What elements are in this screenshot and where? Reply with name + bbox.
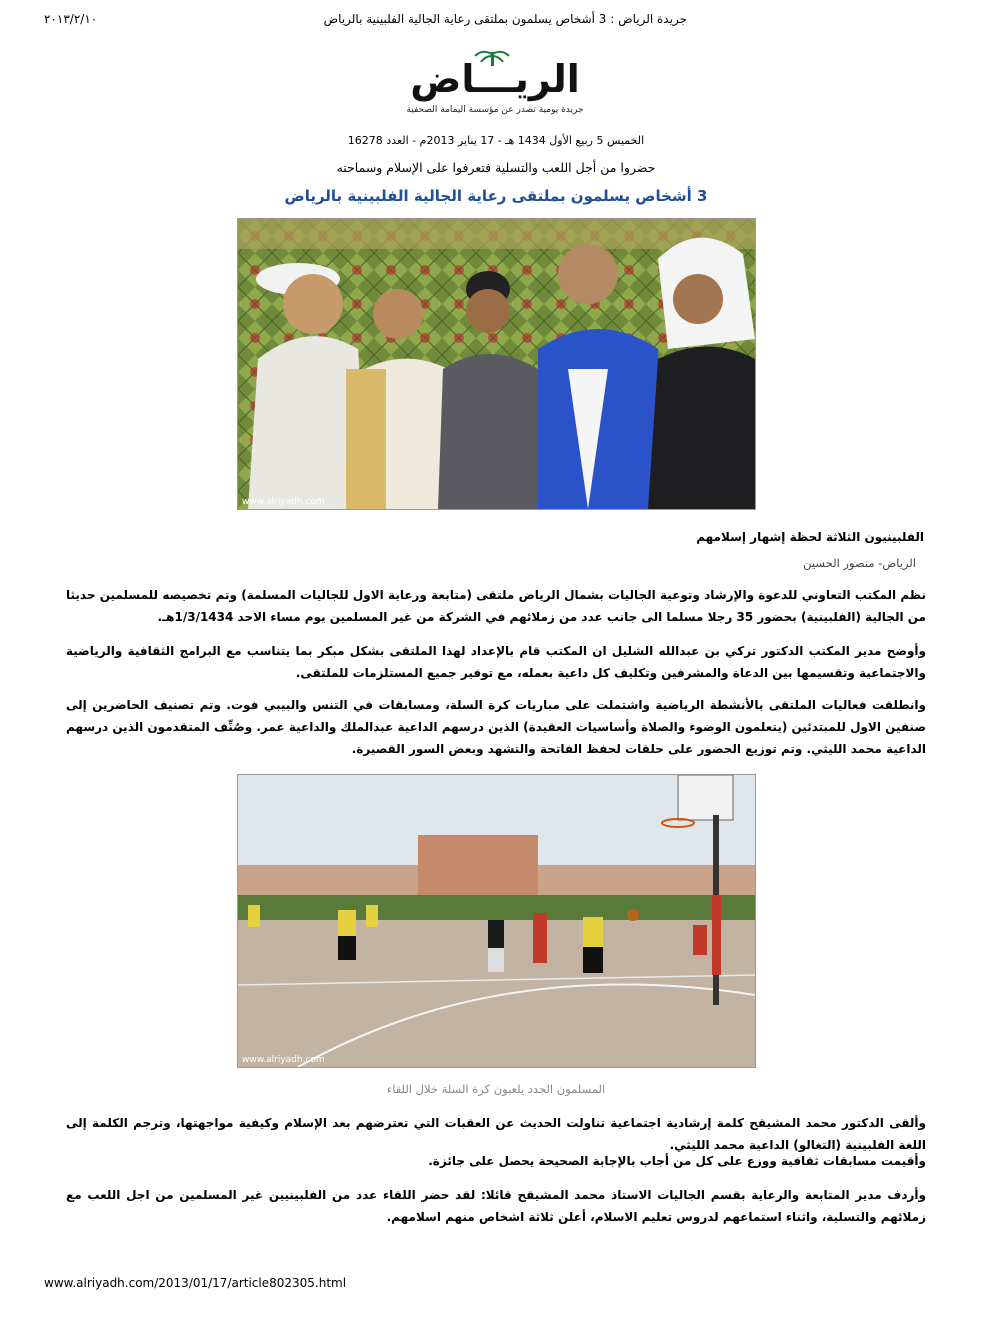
photo2-caption: المسلمون الجدد يلعبون كرة السلة خلال اللقاء <box>386 1082 606 1096</box>
masthead-tagline: جريدة يومية تصدر عن مؤسسة اليمامة الصحفية <box>406 105 584 115</box>
footer-url[interactable]: www.alriyadh.com/2013/01/17/article802305.html <box>44 1276 347 1290</box>
article-paragraph-4: وألقى الدكتور محمد المشيقح كلمة إرشادية اجتماعية تناولت الحديث عن العقبات التي تعترضهم بعد الإسلام وكيفية مواجهتها، وترجم الكلمة إلى اللغة الفلبينية (التغالو) الداعية محمد الليثي. <box>66 1116 926 1152</box>
article-paragraph-2: وأوضح مدير المكتب الدكتور تركي بن عبدالله الشليل ان المكتب قام بالإعداد لهذا الملتقى بشكل مبكر بما يتناسب مع البرامج الثقافية والرياضية والاجتماعية وتقسيمها بين الدعاة والمشرفين وتكليف كل داعية بعمله، مع توفير جميع المستلزمات للملتقى. <box>66 644 926 680</box>
player-red-2 <box>693 925 707 955</box>
article-paragraph-5: وأقيمت مسابقات ثقافية ووزع على كل من أجاب بالإجابة الصحيحة يحصل على جائزة. <box>428 1154 926 1168</box>
photo1-watermark: www.alriyadh.com <box>242 497 325 507</box>
player-yellow-1 <box>338 910 356 960</box>
player-red-1 <box>533 913 547 963</box>
photo2-watermark: www.alriyadh.com <box>242 1055 325 1065</box>
alriyadh-logo[interactable] <box>395 46 595 124</box>
basketball-icon <box>627 909 639 921</box>
article-photo-meeting <box>237 218 756 510</box>
article-byline: الرياض- منصور الحسين <box>803 556 916 570</box>
article-kicker: حضروا من أجل اللعب والتسلية فتعرفوا على الإسلام وسماحته <box>336 160 656 175</box>
article-photo-basketball <box>237 774 756 1068</box>
print-header-date: ٢٠١٣/٢/١٠ <box>44 12 98 26</box>
player-yellow-2 <box>583 917 603 973</box>
print-header-title: جريدة الرياض : 3 أشخاص يسلمون بملتقى رعاية الجالية الفلبينية بالرياض <box>323 12 687 26</box>
article-paragraph-6: وأردف مدير المتابعة والرعاية بقسم الجاليات الاستاذ محمد المشيقح قائلا: لقد حضر اللقاء عدد من الفلبينيين غير المسلمين من اجل اللعب مع زملائهم والتسلية، واثناء استماعهم لدروس تعليم الاسلام، أعلن ثلاثة اشخاص منهم اسلامهم. <box>66 1188 926 1224</box>
photo1-caption: الفلبينيون الثلاثة لحظة إشهار إسلامهم <box>696 530 924 544</box>
masthead-name: الريـــاض <box>410 57 580 101</box>
player-yellow-3 <box>248 905 260 927</box>
article-paragraph-3: وانطلقت فعاليات الملتقى بالأنشطة الرياضية واشتملت على مباريات كرة السلة، ومسابقات في التنس والبيبي فوت. وتم تصنيف الحاضرين إلى صنفين الاول للمبتدئين (يتعلمون الوضوء والصلاة وأساسيات العقيدة) الذين درسهم الداعية عبدالملك والداعية عمر. وصُنِّف المتقدمون الذين درسهم الداعية محمد الليثي. وتم توزيع الحضور على حلقات لحفظ الفاتحة والتشهد وبعض السور القصيرة. <box>66 698 926 756</box>
player-dark-1 <box>488 920 504 972</box>
article-headline[interactable]: 3 أشخاص يسلمون بملتقى رعاية الجالية الفلبينية بالرياض <box>284 187 708 205</box>
person-shemagh <box>648 238 755 509</box>
player-yellow-4 <box>366 905 378 927</box>
issue-line: الخميس 5 ربيع الأول 1434 هـ - 17 يناير 2013م - العدد 16278 <box>347 134 645 147</box>
article-paragraph-1: نظم المكتب التعاوني للدعوة والإرشاد وتوعية الجاليات بشمال الرياض ملتقى (متابعة ورعاية الاول للجاليات المسلمة) وتم تخصيصه للمسلمين حديثا من الجالية (الفلبينية) بحضور 35 رجلا مسلما الى جانب عدد من زملائهم في الشركة من غير المسلمين يوم مساء الاحد 1/3/1434هـ. <box>66 588 926 624</box>
